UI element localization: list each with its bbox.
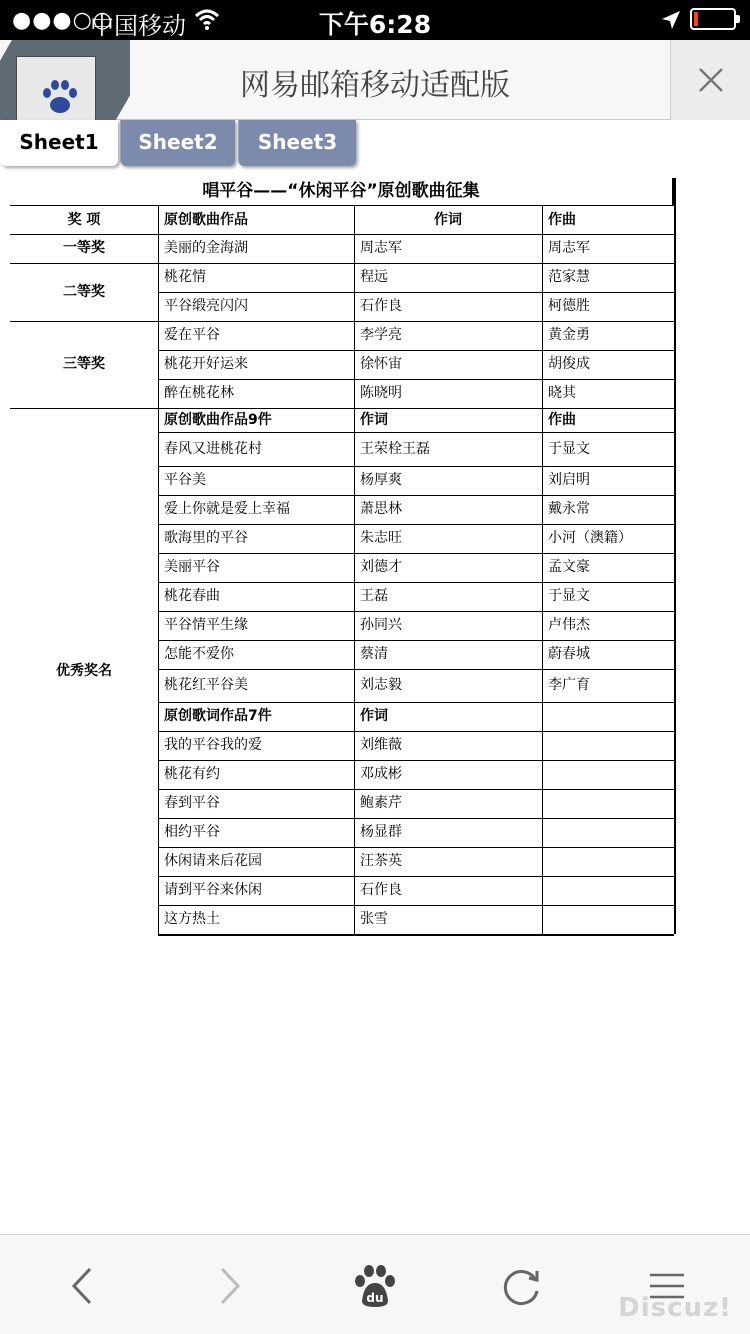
composer-cell: 孟文豪 — [548, 559, 590, 575]
lyricist-cell: 杨显群 — [360, 824, 402, 840]
composer-cell: 周志军 — [548, 240, 590, 256]
close-button[interactable] — [670, 40, 750, 120]
sheet-tabs — [0, 120, 750, 168]
paw-icon — [39, 79, 79, 115]
back-icon[interactable] — [58, 1261, 108, 1311]
work-title-cell: 歌海里的平谷 — [164, 530, 248, 546]
work-title-cell: 桃花开好运来 — [164, 356, 248, 372]
grid-line — [542, 206, 543, 934]
lyricist-cell: 杨厚爽 — [360, 472, 402, 488]
composer-cell: 戴永常 — [548, 501, 590, 517]
lyricist-cell: 石作良 — [360, 298, 402, 314]
watermark: Discuz! — [618, 1293, 732, 1323]
baidu-paw-icon[interactable] — [350, 1261, 400, 1311]
battery-icon — [690, 8, 736, 30]
composer-cell: 晓其 — [548, 385, 576, 401]
forward-icon[interactable] — [204, 1261, 254, 1311]
lyric-title-cell: 请到平谷来休闲 — [164, 882, 262, 898]
browser-toolbar — [0, 1234, 750, 1334]
carrier-name: 中国移动 — [90, 12, 186, 40]
app-header — [0, 40, 750, 120]
lyric-title-cell: 春到平谷 — [164, 795, 220, 811]
page-title: 网易邮箱移动适配版 — [240, 68, 510, 103]
composer-cell: 于显文 — [548, 441, 590, 457]
lyricist-cell: 刘维薇 — [360, 737, 402, 753]
lyricist-cell: 周志军 — [360, 240, 402, 256]
work-title-cell: 怎能不爱你 — [164, 646, 234, 662]
location-arrow-icon — [660, 9, 682, 31]
lyric-title-cell: 休闲请来后花园 — [164, 853, 262, 869]
tab-sheet2[interactable]: Sheet2 — [120, 120, 235, 166]
lyricist-cell: 石作良 — [360, 882, 402, 898]
column-header-lyricist: 作词 — [434, 212, 462, 228]
clock: 下午6:28 — [318, 10, 432, 39]
close-icon — [697, 66, 725, 94]
column-header-composer: 作曲 — [548, 212, 576, 228]
lyricist-cell: 王荣栓王磊 — [360, 441, 430, 457]
lyricist-cell: 程远 — [360, 269, 388, 285]
work-title-cell: 平谷情平生缘 — [164, 617, 248, 633]
section-header-composer: 作曲 — [548, 412, 576, 428]
lyricist-cell: 邓成彬 — [360, 766, 402, 782]
work-title-cell: 醉在桃花林 — [164, 385, 234, 401]
lyricist-cell: 王磊 — [360, 588, 388, 604]
logo[interactable] — [0, 40, 130, 120]
signal-strength: ●●●○○ — [12, 8, 113, 33]
composer-cell: 小河（澳籍） — [548, 530, 632, 546]
lyricist-cell: 萧思林 — [360, 501, 402, 517]
work-title-cell: 桃花情 — [164, 269, 206, 285]
column-header-award: 奖 项 — [67, 212, 101, 228]
lyricist-cell: 鲍素芹 — [360, 795, 402, 811]
lyricist-cell: 张雪 — [360, 911, 388, 927]
lyricist-cell: 刘德才 — [360, 559, 402, 575]
grid-line — [158, 934, 674, 936]
svg-text:du: du — [366, 1291, 384, 1305]
lyricist-cell: 汪茶英 — [360, 853, 402, 869]
grid-line — [674, 178, 676, 934]
composer-cell: 蔚春城 — [548, 646, 590, 662]
lyricist-cell: 陈晓明 — [360, 385, 402, 401]
work-title-cell: 平谷缎亮闪闪 — [164, 298, 248, 314]
lyricist-cell: 孙同兴 — [360, 617, 402, 633]
lyricist-cell: 徐怀宙 — [360, 356, 402, 372]
work-title-cell: 桃花春曲 — [164, 588, 220, 604]
composer-cell: 李广育 — [548, 677, 590, 693]
work-title-cell: 美丽平谷 — [164, 559, 220, 575]
award-label: 二等奖 — [63, 284, 105, 300]
composer-cell: 胡俊成 — [548, 356, 590, 372]
composer-cell: 刘启明 — [548, 472, 590, 488]
section-header-lyricist: 作词 — [360, 708, 388, 724]
work-title-cell: 平谷美 — [164, 472, 206, 488]
reload-icon[interactable] — [496, 1261, 546, 1311]
work-title-cell: 爱上你就是爱上幸福 — [164, 501, 290, 517]
column-header-work: 原创歌曲作品 — [164, 212, 248, 228]
award-label: 优秀奖名 — [56, 663, 112, 679]
grid-line — [158, 206, 159, 934]
composer-cell: 黄金勇 — [548, 327, 590, 343]
lyric-title-cell: 桃花有约 — [164, 766, 220, 782]
sheet-title: 唱平谷——“休闲平谷”原创歌曲征集 — [10, 178, 674, 206]
lyricist-cell: 蔡清 — [360, 646, 388, 662]
lyricist-cell: 朱志旺 — [360, 530, 402, 546]
composer-cell: 柯德胜 — [548, 298, 590, 314]
work-title-cell: 爱在平谷 — [164, 327, 220, 343]
lyricist-cell: 李学亮 — [360, 327, 402, 343]
work-title-cell: 美丽的金海湖 — [164, 240, 248, 256]
composer-cell: 卢伟杰 — [548, 617, 590, 633]
grid-line — [354, 206, 355, 934]
work-title-cell: 春风又进桃花村 — [164, 441, 262, 457]
tab-sheet1[interactable]: Sheet1 — [0, 120, 118, 166]
status-bar — [0, 0, 750, 40]
award-label: 三等奖 — [63, 356, 105, 372]
section-header-lyrics: 原创歌词作品7件 — [164, 708, 272, 724]
composer-cell: 范家慧 — [548, 269, 590, 285]
composer-cell: 于显文 — [548, 588, 590, 604]
lyric-title-cell: 这方热土 — [164, 911, 220, 927]
work-title-cell: 桃花红平谷美 — [164, 677, 248, 693]
lyric-title-cell: 我的平谷我的爱 — [164, 737, 262, 753]
tab-sheet3[interactable]: Sheet3 — [238, 120, 356, 166]
lyric-title-cell: 相约平谷 — [164, 824, 220, 840]
section-header-lyricist: 作词 — [360, 412, 388, 428]
award-label: 一等奖 — [63, 240, 105, 256]
lyricist-cell: 刘志毅 — [360, 677, 402, 693]
section-header-songs: 原创歌曲作品9件 — [164, 412, 272, 428]
